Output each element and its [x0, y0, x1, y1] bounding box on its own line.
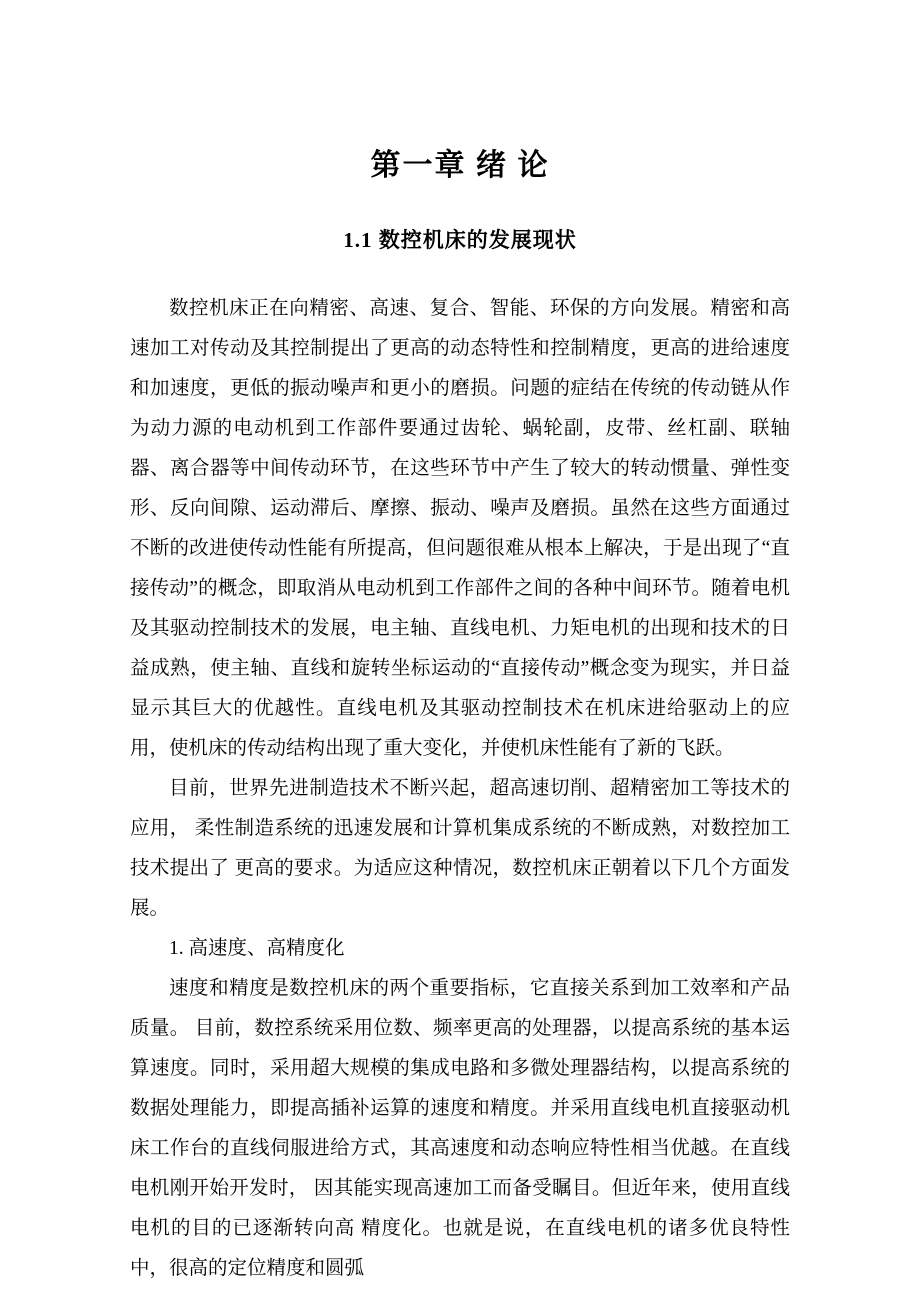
document-body — [130, 289, 790, 1289]
section-heading: 1.1 数控机床的发展现状 — [343, 228, 577, 252]
paragraph: 目前，世界先进制造技术不断兴起，超高速切削、超精密加工等技术的应用， 柔性制造系统的迅速发展和计算机集成系统的不断成熟，对数控加工技术提出了 更高的要求。为适应这种情况，数控机床正朝着以下几个方面发展。 — [130, 778, 790, 920]
paragraph: 速度和精度是数控机床的两个重要指标，它直接关系到加工效率和产品质量。 目前，数控系统采用位数、频率更高的处理器，以提高系统的基本运算速度。同时，采用超大规模的集成电路和多微处理器结构，以提高系统的数据处理能力，即提高插补运算的速度和精度。并采用直线电机直接驱动机床工作台的直线伺服进给方式，其高速度和动态响应特性相当优越。在直线电机刚开始开发时， 因其能实现高速加工而备受瞩目。但近年来，使用直线电机的目的已逐渐转向高 精度化。也就是说，在直线电机的诸多优良特性中，很高的定位精度和圆弧 — [130, 978, 790, 1280]
list-item: 1. 高速度、高精度化 — [169, 938, 345, 960]
paragraph: 数控机床正在向精密、高速、复合、智能、环保的方向发展。精密和高速加工对传动及其控制提出了更高的动态特性和控制精度，更高的进给速度和加速度，更低的振动噪声和更小的磨损。问题的症结在传统的传动链从作为动力源的电动机到工作部件要通过齿轮、蜗轮副，皮带、丝杠副、联轴器、离合器等中间传动环节，在这些环节中产生了较大的转动惯量、弹性变形、反向间隙、运动滞后、摩擦、振动、噪声及磨损。虽然在这些方面通过不断的改进使传动性能有所提高，但问题很难从根本上解决，于是出现了“直接传动”的概念，即取消从电动机到工作部件之间的各种中间环节。随着电机及其驱动控制技术的发展，电主轴、直线电机、力矩电机的出现和技术的日益成熟，使主轴、直线和旋转坐标运动的“直接传动”概念变为现实，并日益显示其巨大的优越性。直线电机及其驱动控制技术在机床进给驱动上的应用，使机床的传动结构出现了重大变化，并使机床性能有了新的飞跃。 — [130, 298, 790, 760]
chapter-title: 第一章 绪 论 — [370, 149, 550, 182]
